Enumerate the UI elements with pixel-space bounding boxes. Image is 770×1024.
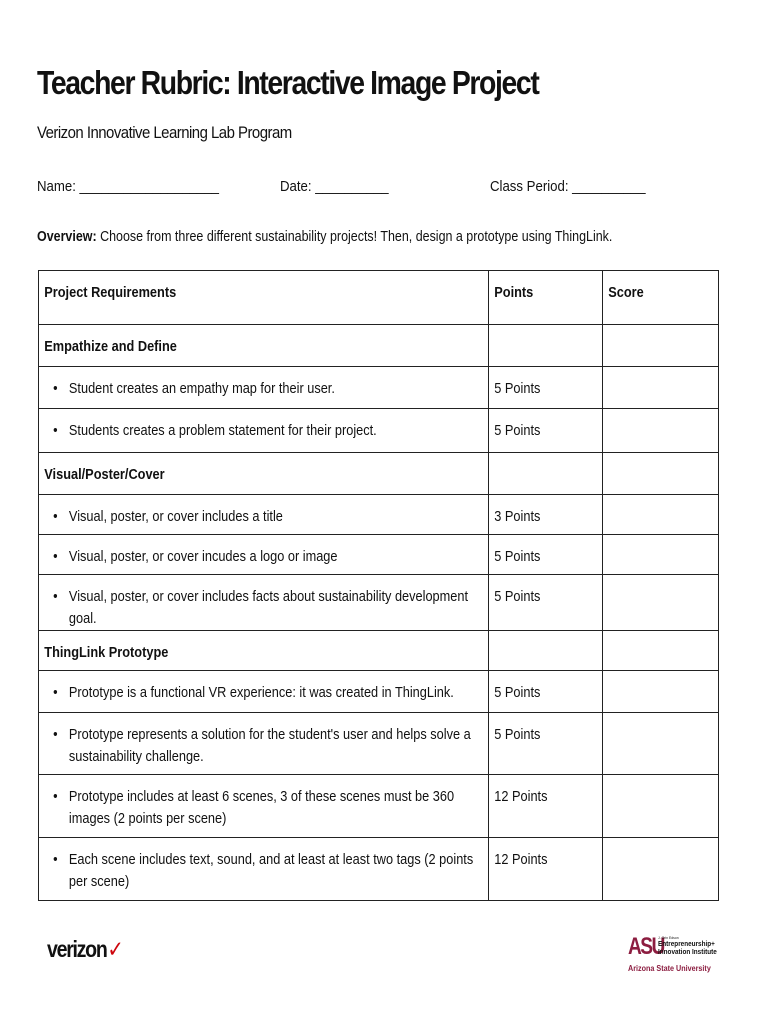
score-cell[interactable] bbox=[603, 535, 719, 575]
table-row bbox=[39, 671, 719, 713]
header-points: Points bbox=[489, 271, 603, 325]
asu-institute-text: J. Orin Edson Entrepreneurship+ Innovation Institute bbox=[658, 935, 717, 956]
overview-text: Choose from three different sustainability projects! Then, design a prototype using ThingLink. bbox=[96, 229, 613, 245]
score-cell[interactable] bbox=[603, 409, 719, 453]
section-title: Empathize and Define bbox=[44, 339, 177, 355]
header-score: Score bbox=[603, 271, 719, 325]
bullet-icon: • bbox=[53, 589, 58, 605]
table-row bbox=[39, 367, 719, 409]
asu-logo bbox=[628, 933, 728, 977]
score-cell[interactable] bbox=[603, 671, 719, 713]
requirement-text: Visual, poster, or cover incudes a logo or image bbox=[68, 549, 338, 565]
section-row bbox=[39, 453, 719, 495]
score-cell[interactable] bbox=[603, 495, 719, 535]
points-value: 12 Points bbox=[494, 789, 548, 805]
requirement-text: Visual, poster, or cover includes facts about sustainability development goal. bbox=[68, 589, 469, 627]
overview bbox=[37, 229, 612, 245]
table-row bbox=[39, 775, 719, 838]
bullet-icon: • bbox=[53, 852, 58, 868]
requirement-text: Students creates a problem statement for their project. bbox=[68, 423, 377, 439]
page-title: Teacher Rubric: Interactive Image Project bbox=[37, 64, 539, 101]
section-title: ThingLink Prototype bbox=[44, 645, 169, 661]
bullet-icon: • bbox=[53, 685, 58, 701]
points-value: 12 Points bbox=[494, 852, 548, 868]
score-cell[interactable] bbox=[603, 775, 719, 838]
header-requirements: Project Requirements bbox=[39, 271, 489, 325]
asu-university-name: Arizona State University bbox=[628, 964, 711, 973]
points-value: 5 Points bbox=[494, 589, 541, 605]
score-cell[interactable] bbox=[603, 631, 719, 671]
score-cell[interactable] bbox=[603, 575, 719, 631]
overview-label: Overview: bbox=[37, 229, 97, 245]
class-period-field: Class Period: __________ bbox=[490, 178, 646, 195]
requirement-text: Each scene includes text, sound, and at least at least two tags (2 points per scene) bbox=[68, 852, 474, 890]
score-cell[interactable] bbox=[603, 325, 719, 367]
requirement-text: Student creates an empathy map for their user. bbox=[68, 381, 335, 397]
bullet-icon: • bbox=[53, 789, 58, 805]
score-cell[interactable] bbox=[603, 713, 719, 775]
table-row bbox=[39, 495, 719, 535]
section-row bbox=[39, 631, 719, 671]
table-row bbox=[39, 409, 719, 453]
table-header-row bbox=[39, 271, 719, 325]
score-cell[interactable] bbox=[603, 453, 719, 495]
asu-mark: ASU bbox=[628, 933, 664, 960]
requirement-text: Prototype represents a solution for the student's user and helps solve a sustainability challenge. bbox=[68, 727, 471, 765]
verizon-logo: verizon✓ bbox=[47, 936, 123, 962]
points-value: 5 Points bbox=[494, 685, 541, 701]
points-value: 5 Points bbox=[494, 727, 541, 743]
requirement-text: Visual, poster, or cover includes a title bbox=[68, 509, 283, 525]
bullet-icon: • bbox=[53, 727, 58, 743]
points-value: 5 Points bbox=[494, 549, 541, 565]
points-value: 5 Points bbox=[494, 423, 541, 439]
section-title: Visual/Poster/Cover bbox=[44, 467, 165, 483]
score-cell[interactable] bbox=[603, 367, 719, 409]
bullet-icon: • bbox=[53, 423, 58, 439]
bullet-icon: • bbox=[53, 509, 58, 525]
bullet-icon: • bbox=[53, 549, 58, 565]
score-cell[interactable] bbox=[603, 838, 719, 901]
points-value: 5 Points bbox=[494, 381, 541, 397]
table-row bbox=[39, 575, 719, 631]
date-field: Date: __________ bbox=[280, 178, 389, 195]
page-subtitle: Verizon Innovative Learning Lab Program bbox=[37, 123, 292, 142]
table-row bbox=[39, 838, 719, 901]
points-value: 3 Points bbox=[494, 509, 541, 525]
checkmark-icon: ✓ bbox=[107, 936, 123, 962]
requirement-text: Prototype includes at least 6 scenes, 3 of these scenes must be 360 images (2 points per scene) bbox=[68, 789, 455, 827]
table-row bbox=[39, 713, 719, 775]
bullet-icon: • bbox=[53, 381, 58, 397]
name-field: Name: ___________________ bbox=[37, 178, 220, 195]
requirement-text: Prototype is a functional VR experience: it was created in ThingLink. bbox=[68, 685, 454, 701]
rubric-table bbox=[38, 270, 719, 901]
section-row bbox=[39, 325, 719, 367]
table-row bbox=[39, 535, 719, 575]
